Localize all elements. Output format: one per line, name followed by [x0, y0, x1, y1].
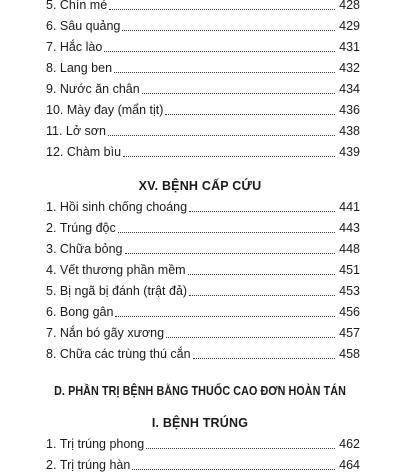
entry-title: Nắn bó gãy xương [59, 326, 165, 340]
entry-number: 6. [46, 305, 60, 319]
entry-title: Vết thương phần mềm [59, 263, 186, 277]
entry-number: 3. [46, 242, 60, 256]
section-heading-xv: XV. BỆNH CẤP CỨU [138, 179, 262, 193]
toc-entry[interactable] [46, 0, 360, 13]
toc-entry[interactable] [46, 431, 360, 452]
toc-entry[interactable] [46, 118, 360, 139]
toc-group-1 [0, 0, 400, 160]
entry-number: 2. [46, 458, 60, 472]
entry-page-number: 438 [339, 124, 360, 138]
entry-title: Chữa các trùng thú cắn [59, 347, 191, 361]
toc-entry[interactable] [46, 194, 360, 215]
entry-number: 10. [46, 103, 67, 117]
dot-leader [109, 9, 335, 10]
entry-title: Lang ben [59, 61, 113, 75]
entry-page-number: 448 [339, 242, 360, 256]
entry-number: 12. [46, 145, 67, 159]
entry-page-number: 429 [339, 19, 360, 33]
entry-number: 5. [46, 0, 60, 12]
toc-section-xv [0, 194, 400, 362]
entry-title: Chín mé [59, 0, 108, 12]
toc-section-i [0, 431, 400, 473]
dot-leader [193, 358, 335, 359]
entry-number: 9. [46, 82, 60, 96]
entry-title: Trúng độc [59, 221, 116, 235]
entry-number: 11. [46, 124, 66, 138]
toc-entry[interactable] [46, 97, 360, 118]
entry-page-number: 456 [339, 305, 360, 319]
entry-page-number: 451 [339, 263, 360, 277]
dot-leader [165, 114, 335, 115]
entry-title: Chàm bìu [66, 145, 122, 159]
entry-number: 4. [46, 263, 60, 277]
entry-page-number: 434 [339, 82, 360, 96]
entry-title: Trị trúng hàn [59, 458, 131, 472]
toc-entry[interactable] [46, 452, 360, 473]
toc-entry[interactable] [46, 278, 360, 299]
entry-page-number: 458 [339, 347, 360, 361]
entry-number: 7. [46, 326, 60, 340]
entry-page-number: 453 [339, 284, 360, 298]
entry-title: Bong gân [59, 305, 114, 319]
toc-entry[interactable] [46, 34, 360, 55]
entry-number: 1. [46, 200, 60, 214]
dot-leader [125, 253, 336, 254]
dot-leader [122, 30, 335, 31]
entry-page-number: 464 [339, 458, 360, 472]
entry-title: Hắc lào [59, 40, 103, 54]
entry-page-number: 439 [339, 145, 360, 159]
entry-page-number: 436 [339, 103, 360, 117]
entry-title: Mày đay (mẩn tịt) [66, 103, 164, 117]
entry-page-number: 432 [339, 61, 360, 75]
dot-leader [188, 274, 335, 275]
entry-page-number: 443 [339, 221, 360, 235]
entry-page-number: 428 [339, 0, 360, 12]
entry-number: 8. [46, 61, 60, 75]
entry-page-number: 462 [339, 437, 360, 451]
part-heading-d: D. PHẦN TRỊ BỆNH BẰNG THUỐC CAO ĐƠN HOÀN TÁN [54, 384, 346, 398]
toc-entry[interactable] [46, 139, 360, 160]
dot-leader [132, 469, 335, 470]
entry-title: Sâu quảng [59, 19, 121, 33]
entry-title: Chữa bỏng [59, 242, 123, 256]
entry-title: Lở sơn [65, 124, 106, 138]
toc-entry[interactable] [46, 76, 360, 97]
toc-entry[interactable] [46, 257, 360, 278]
entry-number: 2. [46, 221, 60, 235]
dot-leader [118, 232, 335, 233]
dot-leader [115, 316, 335, 317]
dot-leader [189, 211, 335, 212]
entry-title: Trị trúng phong [59, 437, 145, 451]
dot-leader [108, 135, 335, 136]
entry-page-number: 441 [339, 200, 360, 214]
dot-leader [104, 51, 335, 52]
entry-number: 7. [46, 40, 60, 54]
toc-entry[interactable] [46, 320, 360, 341]
toc-entry[interactable] [46, 215, 360, 236]
dot-leader [142, 93, 335, 94]
section-heading-i: I. BỆNH TRÚNG [151, 416, 249, 430]
entry-number: 5. [46, 284, 60, 298]
entry-title: Bị ngã bị đánh (trật đả) [59, 284, 188, 298]
entry-page-number: 431 [339, 40, 360, 54]
entry-number: 6. [46, 19, 60, 33]
toc-entry[interactable] [46, 55, 360, 76]
entry-title: Nước ăn chân [59, 82, 140, 96]
entry-number: 8. [46, 347, 60, 361]
toc-entry[interactable] [46, 236, 360, 257]
dot-leader [114, 72, 335, 73]
entry-number: 1. [46, 437, 60, 451]
dot-leader [189, 295, 335, 296]
dot-leader [123, 156, 335, 157]
dot-leader [166, 337, 335, 338]
toc-entry[interactable] [46, 341, 360, 362]
entry-page-number: 457 [339, 326, 360, 340]
toc-entry[interactable] [46, 299, 360, 320]
toc-entry[interactable] [46, 13, 360, 34]
entry-title: Hồi sinh chống choáng [59, 200, 188, 214]
dot-leader [146, 448, 335, 449]
